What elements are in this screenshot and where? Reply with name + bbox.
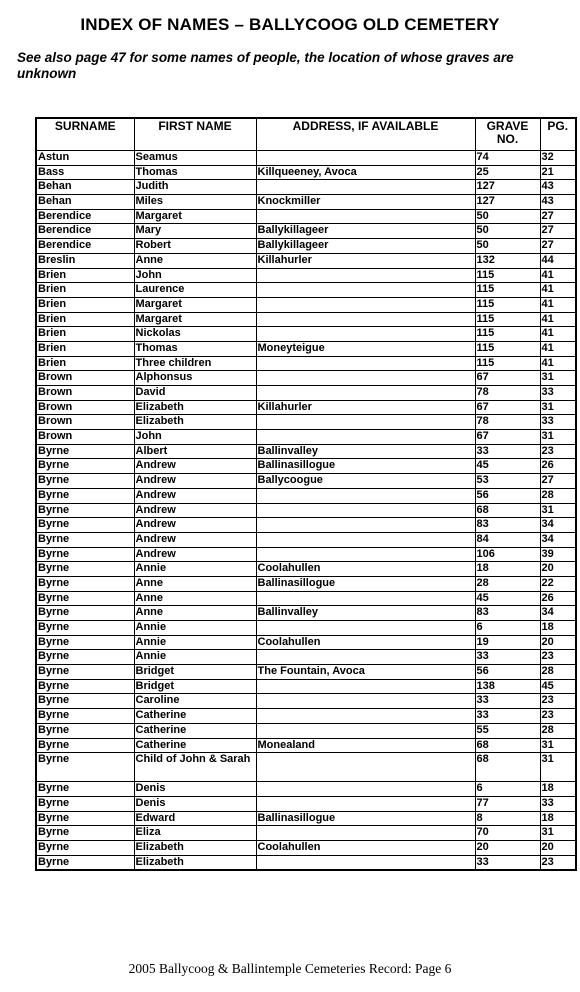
page-cell: 41 bbox=[540, 327, 576, 342]
first-name-cell: Elizabeth bbox=[134, 415, 256, 430]
page-cell: 41 bbox=[540, 341, 576, 356]
grave-no-cell: 53 bbox=[475, 474, 540, 489]
address-cell: Coolahullen bbox=[256, 562, 475, 577]
table-row bbox=[36, 297, 576, 312]
address-cell bbox=[256, 209, 475, 224]
address-cell: Ballinvalley bbox=[256, 606, 475, 621]
table-row bbox=[36, 679, 576, 694]
page-cell: 41 bbox=[540, 356, 576, 371]
table-header-row bbox=[36, 118, 576, 151]
table-body bbox=[36, 151, 576, 871]
address-cell bbox=[256, 180, 475, 195]
address-cell: Knockmiller bbox=[256, 195, 475, 210]
first-name-cell: Andrew bbox=[134, 518, 256, 533]
page-cell: 43 bbox=[540, 180, 576, 195]
address-cell bbox=[256, 430, 475, 445]
grave-no-cell: 115 bbox=[475, 341, 540, 356]
column-header-page: PG. bbox=[540, 118, 576, 151]
surname-cell: Breslin bbox=[36, 253, 134, 268]
grave-no-cell: 115 bbox=[475, 268, 540, 283]
grave-no-cell: 56 bbox=[475, 665, 540, 680]
surname-cell: Byrne bbox=[36, 709, 134, 724]
table-row bbox=[36, 268, 576, 283]
address-cell: Ballinasillogue bbox=[256, 811, 475, 826]
grave-no-cell: 33 bbox=[475, 855, 540, 870]
first-name-cell: Anne bbox=[134, 606, 256, 621]
first-name-cell: Mary bbox=[134, 224, 256, 239]
table-row bbox=[36, 694, 576, 709]
address-cell bbox=[256, 709, 475, 724]
surname-cell: Byrne bbox=[36, 488, 134, 503]
table-row bbox=[36, 665, 576, 680]
page-cell: 33 bbox=[540, 386, 576, 401]
first-name-cell: Seamus bbox=[134, 151, 256, 166]
first-name-cell: Three children bbox=[134, 356, 256, 371]
page-cell: 27 bbox=[540, 224, 576, 239]
surname-cell: Behan bbox=[36, 195, 134, 210]
surname-cell: Byrne bbox=[36, 679, 134, 694]
surname-cell: Byrne bbox=[36, 606, 134, 621]
page-cell: 22 bbox=[540, 576, 576, 591]
surname-cell: Brien bbox=[36, 341, 134, 356]
surname-cell: Brown bbox=[36, 400, 134, 415]
table-row bbox=[36, 253, 576, 268]
table-row bbox=[36, 503, 576, 518]
address-cell: Killahurler bbox=[256, 400, 475, 415]
page-cell: 18 bbox=[540, 811, 576, 826]
first-name-cell: Andrew bbox=[134, 474, 256, 489]
surname-cell: Brien bbox=[36, 356, 134, 371]
address-cell bbox=[256, 268, 475, 283]
surname-cell: Brien bbox=[36, 283, 134, 298]
first-name-cell: Alphonsus bbox=[134, 371, 256, 386]
first-name-cell: Margaret bbox=[134, 297, 256, 312]
table-row bbox=[36, 782, 576, 797]
first-name-cell: Nickolas bbox=[134, 327, 256, 342]
grave-no-cell: 50 bbox=[475, 224, 540, 239]
surname-cell: Bass bbox=[36, 165, 134, 180]
first-name-cell: Laurence bbox=[134, 283, 256, 298]
first-name-cell: Margaret bbox=[134, 312, 256, 327]
grave-no-cell: 127 bbox=[475, 180, 540, 195]
address-cell bbox=[256, 855, 475, 870]
surname-cell: Byrne bbox=[36, 459, 134, 474]
surname-cell: Byrne bbox=[36, 694, 134, 709]
surname-cell: Byrne bbox=[36, 723, 134, 738]
address-cell: Ballinasillogue bbox=[256, 576, 475, 591]
address-cell: Ballinvalley bbox=[256, 444, 475, 459]
address-cell: Ballykillageer bbox=[256, 239, 475, 254]
page-cell: 18 bbox=[540, 782, 576, 797]
table-row bbox=[36, 239, 576, 254]
first-name-cell: Bridget bbox=[134, 679, 256, 694]
names-index-table bbox=[35, 117, 577, 871]
address-cell bbox=[256, 327, 475, 342]
address-cell bbox=[256, 826, 475, 841]
first-name-cell: Robert bbox=[134, 239, 256, 254]
table-row bbox=[36, 709, 576, 724]
address-cell bbox=[256, 297, 475, 312]
first-name-cell: Child of John & Sarah bbox=[134, 753, 256, 782]
table-row bbox=[36, 532, 576, 547]
address-cell bbox=[256, 782, 475, 797]
page-cell: 31 bbox=[540, 738, 576, 753]
first-name-cell: Bridget bbox=[134, 665, 256, 680]
page-cell: 39 bbox=[540, 547, 576, 562]
table-row bbox=[36, 840, 576, 855]
address-cell: Ballinasillogue bbox=[256, 459, 475, 474]
table-row bbox=[36, 312, 576, 327]
grave-no-cell: 83 bbox=[475, 518, 540, 533]
page-cell: 23 bbox=[540, 694, 576, 709]
page-cell: 43 bbox=[540, 195, 576, 210]
surname-cell: Byrne bbox=[36, 591, 134, 606]
address-cell bbox=[256, 312, 475, 327]
table-row bbox=[36, 386, 576, 401]
table-row bbox=[36, 738, 576, 753]
surname-cell: Behan bbox=[36, 180, 134, 195]
grave-no-cell: 6 bbox=[475, 782, 540, 797]
address-cell bbox=[256, 283, 475, 298]
surname-cell: Byrne bbox=[36, 665, 134, 680]
first-name-cell: Miles bbox=[134, 195, 256, 210]
grave-no-cell: 33 bbox=[475, 709, 540, 724]
page-cell: 31 bbox=[540, 430, 576, 445]
page-cell: 20 bbox=[540, 562, 576, 577]
table-row bbox=[36, 474, 576, 489]
grave-no-cell: 83 bbox=[475, 606, 540, 621]
grave-no-cell: 67 bbox=[475, 400, 540, 415]
first-name-cell: Albert bbox=[134, 444, 256, 459]
grave-no-cell: 132 bbox=[475, 253, 540, 268]
grave-no-cell: 50 bbox=[475, 209, 540, 224]
table-row bbox=[36, 518, 576, 533]
grave-no-cell: 68 bbox=[475, 753, 540, 782]
first-name-cell: Catherine bbox=[134, 738, 256, 753]
page-cell: 20 bbox=[540, 635, 576, 650]
surname-cell: Byrne bbox=[36, 518, 134, 533]
first-name-cell: John bbox=[134, 430, 256, 445]
column-header-address: ADDRESS, IF AVAILABLE bbox=[256, 118, 475, 151]
address-cell: Monealand bbox=[256, 738, 475, 753]
table-row bbox=[36, 591, 576, 606]
address-cell: Killqueeney, Avoca bbox=[256, 165, 475, 180]
surname-cell: Brien bbox=[36, 268, 134, 283]
table-row bbox=[36, 723, 576, 738]
first-name-cell: Denis bbox=[134, 796, 256, 811]
first-name-cell: Caroline bbox=[134, 694, 256, 709]
table-row bbox=[36, 650, 576, 665]
address-cell: Killahurler bbox=[256, 253, 475, 268]
grave-no-cell: 115 bbox=[475, 356, 540, 371]
grave-no-cell: 84 bbox=[475, 532, 540, 547]
grave-no-cell: 20 bbox=[475, 840, 540, 855]
grave-no-cell: 67 bbox=[475, 430, 540, 445]
grave-no-cell: 33 bbox=[475, 444, 540, 459]
first-name-cell: Edward bbox=[134, 811, 256, 826]
grave-no-cell: 6 bbox=[475, 621, 540, 636]
grave-no-cell: 70 bbox=[475, 826, 540, 841]
page-cell: 34 bbox=[540, 532, 576, 547]
address-cell bbox=[256, 488, 475, 503]
address-cell: Coolahullen bbox=[256, 635, 475, 650]
first-name-cell: Andrew bbox=[134, 503, 256, 518]
address-cell bbox=[256, 723, 475, 738]
first-name-cell: Elizabeth bbox=[134, 400, 256, 415]
address-cell bbox=[256, 503, 475, 518]
surname-cell: Brown bbox=[36, 430, 134, 445]
address-cell bbox=[256, 694, 475, 709]
page-cell: 32 bbox=[540, 151, 576, 166]
page-cell: 21 bbox=[540, 165, 576, 180]
table-row bbox=[36, 796, 576, 811]
page-cell: 34 bbox=[540, 606, 576, 621]
address-cell: Moneyteigue bbox=[256, 341, 475, 356]
first-name-cell: Catherine bbox=[134, 723, 256, 738]
address-cell bbox=[256, 591, 475, 606]
first-name-cell: Andrew bbox=[134, 547, 256, 562]
table-row bbox=[36, 576, 576, 591]
surname-cell: Byrne bbox=[36, 738, 134, 753]
first-name-cell: Andrew bbox=[134, 532, 256, 547]
first-name-cell: Eliza bbox=[134, 826, 256, 841]
surname-cell: Brown bbox=[36, 371, 134, 386]
grave-no-cell: 115 bbox=[475, 297, 540, 312]
page-cell: 27 bbox=[540, 209, 576, 224]
address-cell bbox=[256, 679, 475, 694]
grave-no-cell: 33 bbox=[475, 694, 540, 709]
grave-no-cell: 28 bbox=[475, 576, 540, 591]
address-cell bbox=[256, 371, 475, 386]
surname-cell: Brien bbox=[36, 327, 134, 342]
grave-no-cell: 25 bbox=[475, 165, 540, 180]
table-row bbox=[36, 371, 576, 386]
first-name-cell: Denis bbox=[134, 782, 256, 797]
surname-cell: Berendice bbox=[36, 209, 134, 224]
surname-cell: Byrne bbox=[36, 635, 134, 650]
address-cell bbox=[256, 532, 475, 547]
page-footer: 2005 Ballycoog & Ballintemple Cemeteries Record: Page 6 bbox=[128, 961, 452, 976]
surname-cell: Byrne bbox=[36, 855, 134, 870]
page-cell: 33 bbox=[540, 796, 576, 811]
table-row bbox=[36, 400, 576, 415]
surname-cell: Brown bbox=[36, 386, 134, 401]
first-name-cell: Annie bbox=[134, 621, 256, 636]
page-cell: 23 bbox=[540, 650, 576, 665]
surname-cell: Byrne bbox=[36, 782, 134, 797]
table-row bbox=[36, 165, 576, 180]
surname-cell: Byrne bbox=[36, 503, 134, 518]
table-row bbox=[36, 224, 576, 239]
first-name-cell: Anne bbox=[134, 591, 256, 606]
first-name-cell: Margaret bbox=[134, 209, 256, 224]
surname-cell: Byrne bbox=[36, 576, 134, 591]
address-cell bbox=[256, 415, 475, 430]
grave-no-cell: 19 bbox=[475, 635, 540, 650]
first-name-cell: Elizabeth bbox=[134, 855, 256, 870]
table-row bbox=[36, 811, 576, 826]
first-name-cell: Annie bbox=[134, 562, 256, 577]
grave-no-cell: 138 bbox=[475, 679, 540, 694]
grave-no-cell: 115 bbox=[475, 283, 540, 298]
table-row bbox=[36, 180, 576, 195]
grave-no-cell: 18 bbox=[475, 562, 540, 577]
page-cell: 33 bbox=[540, 415, 576, 430]
page-cell: 28 bbox=[540, 723, 576, 738]
grave-no-cell: 78 bbox=[475, 415, 540, 430]
page-cell: 41 bbox=[540, 268, 576, 283]
table-row bbox=[36, 459, 576, 474]
grave-no-cell: 45 bbox=[475, 459, 540, 474]
page-cell: 26 bbox=[540, 459, 576, 474]
surname-cell: Byrne bbox=[36, 753, 134, 782]
grave-no-cell: 115 bbox=[475, 327, 540, 342]
surname-cell: Byrne bbox=[36, 562, 134, 577]
grave-no-cell: 33 bbox=[475, 650, 540, 665]
table-row bbox=[36, 753, 576, 782]
first-name-cell: John bbox=[134, 268, 256, 283]
page-cell: 44 bbox=[540, 253, 576, 268]
grave-no-cell: 68 bbox=[475, 738, 540, 753]
page-cell: 27 bbox=[540, 474, 576, 489]
first-name-cell: David bbox=[134, 386, 256, 401]
grave-no-cell: 68 bbox=[475, 503, 540, 518]
address-cell bbox=[256, 796, 475, 811]
first-name-cell: Annie bbox=[134, 650, 256, 665]
table-row bbox=[36, 547, 576, 562]
grave-no-cell: 74 bbox=[475, 151, 540, 166]
surname-cell: Byrne bbox=[36, 547, 134, 562]
first-name-cell: Thomas bbox=[134, 341, 256, 356]
first-name-cell: Anne bbox=[134, 253, 256, 268]
page-cell: 23 bbox=[540, 709, 576, 724]
surname-cell: Byrne bbox=[36, 826, 134, 841]
table-row bbox=[36, 621, 576, 636]
table-row bbox=[36, 826, 576, 841]
page-cell: 41 bbox=[540, 283, 576, 298]
page-cell: 23 bbox=[540, 855, 576, 870]
page-cell: 20 bbox=[540, 840, 576, 855]
first-name-cell: Catherine bbox=[134, 709, 256, 724]
page-cell: 41 bbox=[540, 312, 576, 327]
surname-cell: Berendice bbox=[36, 224, 134, 239]
column-header-surname: SURNAME bbox=[36, 118, 134, 151]
surname-cell: Byrne bbox=[36, 811, 134, 826]
page-cell: 28 bbox=[540, 488, 576, 503]
table-row bbox=[36, 444, 576, 459]
page-cell: 31 bbox=[540, 753, 576, 782]
grave-no-cell: 78 bbox=[475, 386, 540, 401]
table-row bbox=[36, 151, 576, 166]
page-cell: 23 bbox=[540, 444, 576, 459]
grave-no-cell: 106 bbox=[475, 547, 540, 562]
table-row bbox=[36, 195, 576, 210]
surname-cell: Brown bbox=[36, 415, 134, 430]
surname-cell: Byrne bbox=[36, 840, 134, 855]
page-cell: 28 bbox=[540, 665, 576, 680]
grave-no-cell: 56 bbox=[475, 488, 540, 503]
address-cell bbox=[256, 621, 475, 636]
page-cell: 31 bbox=[540, 371, 576, 386]
table-row bbox=[36, 209, 576, 224]
address-cell bbox=[256, 386, 475, 401]
page-cell: 18 bbox=[540, 621, 576, 636]
first-name-cell: Thomas bbox=[134, 165, 256, 180]
grave-no-cell: 77 bbox=[475, 796, 540, 811]
first-name-cell: Judith bbox=[134, 180, 256, 195]
page-cell: 31 bbox=[540, 826, 576, 841]
page-cell: 27 bbox=[540, 239, 576, 254]
table-row bbox=[36, 415, 576, 430]
surname-cell: Byrne bbox=[36, 650, 134, 665]
table-row bbox=[36, 488, 576, 503]
surname-cell: Byrne bbox=[36, 532, 134, 547]
grave-no-cell: 67 bbox=[475, 371, 540, 386]
address-cell: The Fountain, Avoca bbox=[256, 665, 475, 680]
grave-no-cell: 45 bbox=[475, 591, 540, 606]
address-cell bbox=[256, 753, 475, 782]
first-name-cell: Anne bbox=[134, 576, 256, 591]
table-row bbox=[36, 855, 576, 870]
surname-cell: Byrne bbox=[36, 796, 134, 811]
table-row bbox=[36, 327, 576, 342]
first-name-cell: Annie bbox=[134, 635, 256, 650]
grave-no-cell: 115 bbox=[475, 312, 540, 327]
cross-reference-note: See also page 47 for some names of people, the location of whose graves are unknown bbox=[17, 50, 514, 81]
address-cell bbox=[256, 356, 475, 371]
page-cell: 41 bbox=[540, 297, 576, 312]
page-cell: 31 bbox=[540, 400, 576, 415]
surname-cell: Berendice bbox=[36, 239, 134, 254]
address-cell: Ballycoogue bbox=[256, 474, 475, 489]
address-cell bbox=[256, 650, 475, 665]
surname-cell: Byrne bbox=[36, 621, 134, 636]
grave-no-cell: 127 bbox=[475, 195, 540, 210]
surname-cell: Byrne bbox=[36, 444, 134, 459]
surname-cell: Brien bbox=[36, 312, 134, 327]
surname-cell: Astun bbox=[36, 151, 134, 166]
column-header-first-name: FIRST NAME bbox=[134, 118, 256, 151]
page-cell: 26 bbox=[540, 591, 576, 606]
first-name-cell: Andrew bbox=[134, 459, 256, 474]
surname-cell: Brien bbox=[36, 297, 134, 312]
grave-no-cell: 50 bbox=[475, 239, 540, 254]
table-row bbox=[36, 430, 576, 445]
table-row bbox=[36, 635, 576, 650]
page-cell: 45 bbox=[540, 679, 576, 694]
table-row bbox=[36, 562, 576, 577]
first-name-cell: Elizabeth bbox=[134, 840, 256, 855]
surname-cell: Byrne bbox=[36, 474, 134, 489]
page-cell: 31 bbox=[540, 503, 576, 518]
address-cell: Ballykillageer bbox=[256, 224, 475, 239]
address-cell bbox=[256, 151, 475, 166]
table-row bbox=[36, 283, 576, 298]
first-name-cell: Andrew bbox=[134, 488, 256, 503]
address-cell bbox=[256, 518, 475, 533]
address-cell bbox=[256, 547, 475, 562]
table-row bbox=[36, 341, 576, 356]
column-header-grave-no: GRAVE NO. bbox=[475, 118, 540, 151]
page-cell: 34 bbox=[540, 518, 576, 533]
address-cell: Coolahullen bbox=[256, 840, 475, 855]
page-title: INDEX OF NAMES – BALLYCOOG OLD CEMETERY bbox=[80, 15, 500, 34]
grave-no-cell: 55 bbox=[475, 723, 540, 738]
table-row bbox=[36, 356, 576, 371]
table-row bbox=[36, 606, 576, 621]
grave-no-cell: 8 bbox=[475, 811, 540, 826]
